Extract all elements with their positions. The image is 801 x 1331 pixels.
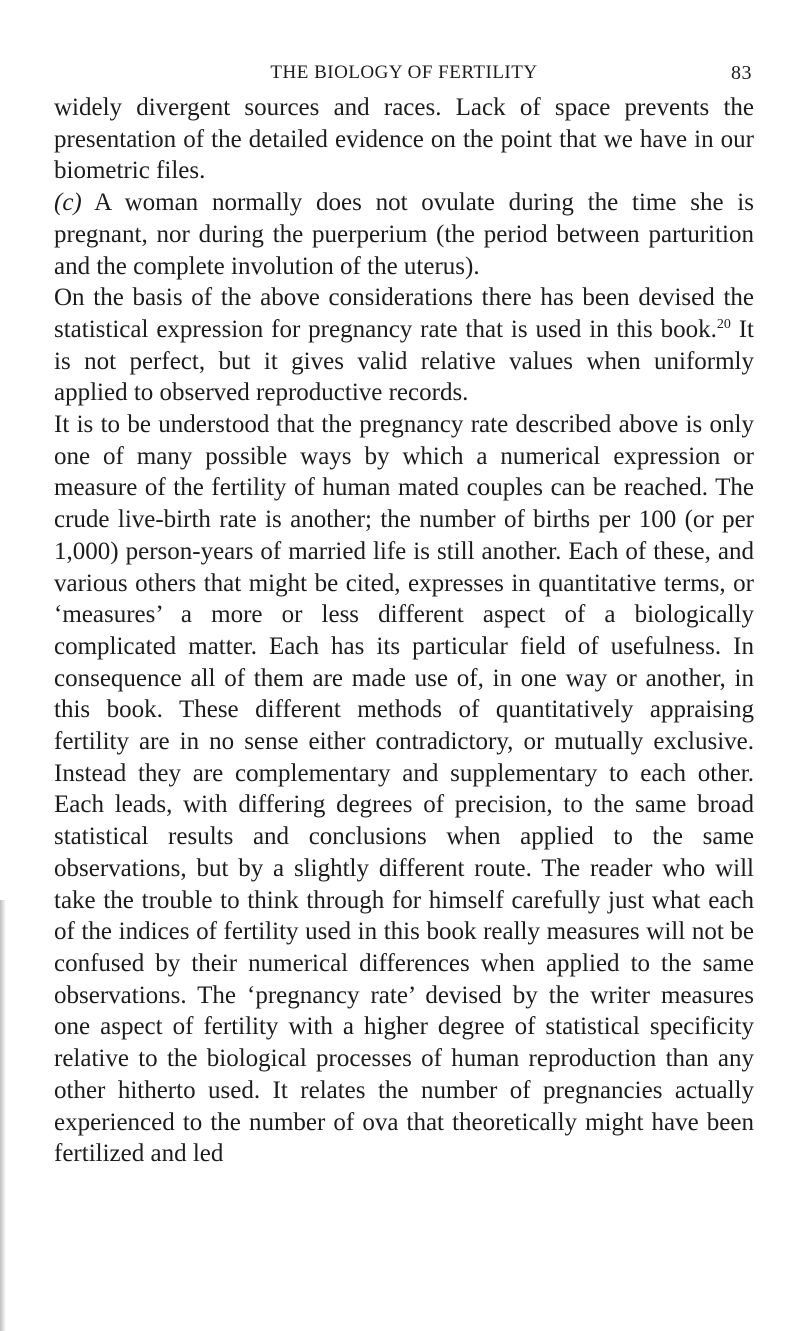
footnote-reference[interactable]: 20 (716, 316, 731, 332)
running-head (54, 62, 754, 92)
paragraph-1 (54, 92, 754, 187)
body-text (54, 92, 754, 1170)
paragraph-text: widely divergent sources and races. Lack of space prevents the presentation of the detailed evidence on the point that we have in our biometric files. (54, 94, 754, 185)
paragraph-text: A woman normally does not ovulate during the time she is pregnant, nor during the puerperium (the period between parturition and the complete involution of the uterus). (54, 189, 754, 280)
page-number: 83 (731, 62, 752, 84)
running-title: THE BIOLOGY OF FERTILITY (270, 62, 538, 83)
paragraph-text: It is to be understood that the pregnancy rate described above is only one of many possible ways by which a numerical expression or measure of the fertility of human mated couples can be reached. The crude live-birth rate is another; the number of births per 100 (or per 1,000) person-years of married life is still another. Each of these, and various others that might be cited, expresses in quantitative terms, or ‘measures’ a more or less different aspect of a biologically complicated matter. Each has its particular field of usefulness. In consequence all of them are made use of, in one way or another, in this book. These different methods of quantitatively appraising fertility are in no sense either contradictory, or mutually exclusive. Instead they are complementary and supplementary to each other. Each leads, with differing degrees of precision, to the same broad statistical results and conclusions when applied to the same observations, but by a slightly different route. The reader who will take the trouble to think through for himself carefully just what each of the indices of fertility used in this book really measures will not be confused by their numerical differences when applied to the same observations. The ‘pregnancy rate’ devised by the writer measures one aspect of fertility with a higher degree of statistical specificity relative to the biological processes of human reproduction than any other hitherto used. It relates the number of pregnancies actually experienced to the number of ova that theoretically might have been fertilized and led (54, 411, 754, 1168)
paragraph-2 (54, 187, 754, 282)
book-page (54, 62, 754, 1170)
paragraph-text: It is not perfect, but it gives valid relative values when uniformly applied to observed reproductive records. (54, 315, 754, 407)
paragraph-text: On the basis of the above considerations there has been devised the statistical expression for pregnancy rate that is used in this book. (54, 284, 754, 343)
list-marker: (c) (54, 189, 82, 217)
paragraph-3 (54, 282, 754, 409)
paragraph-4 (54, 409, 754, 1170)
page-gutter-shadow (0, 900, 6, 1331)
